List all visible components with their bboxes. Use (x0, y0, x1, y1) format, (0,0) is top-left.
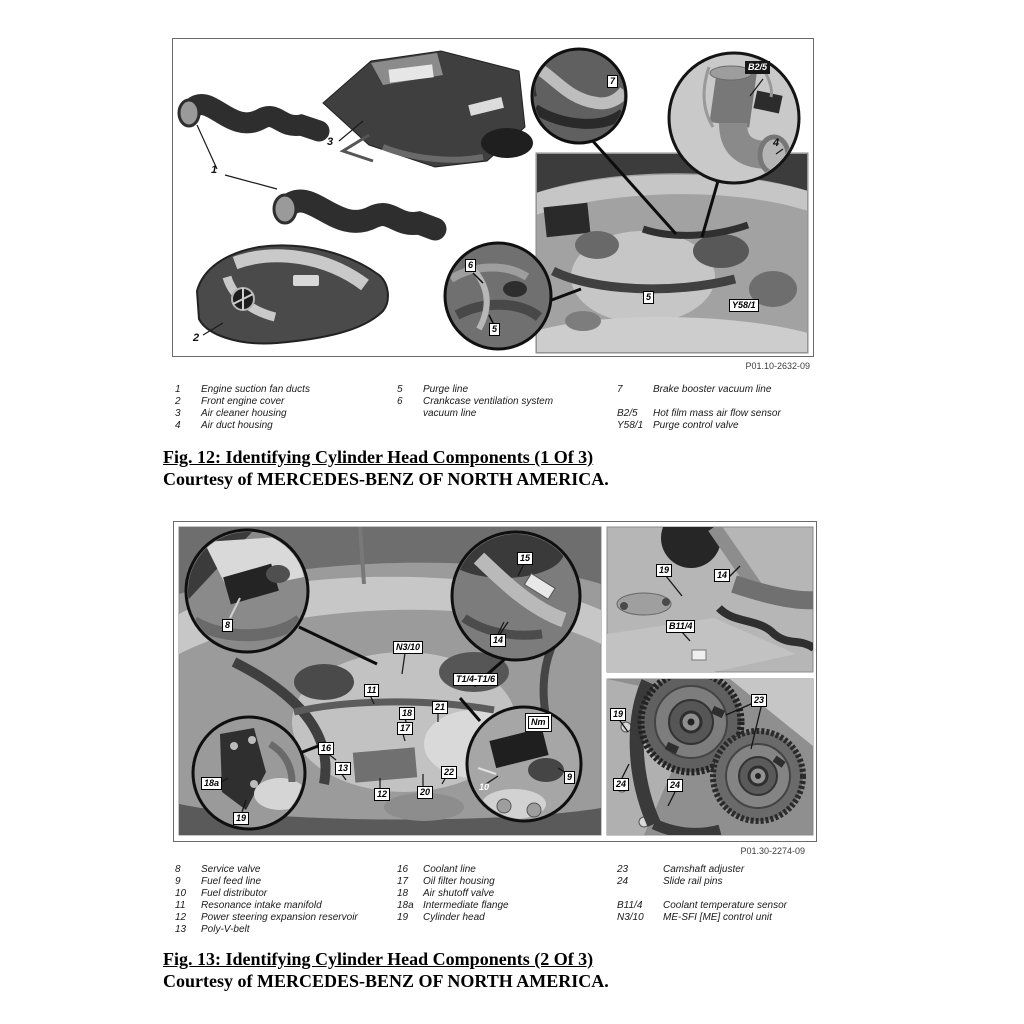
legend-row: Y58/1 Purge control valve (617, 420, 739, 431)
legend-row: 11 Resonance intake manifold (175, 900, 322, 911)
fig13-caption-courtesy: Courtesy of MERCEDES-BENZ OF NORTH AMERICA. (163, 971, 609, 991)
camshaft-gear-2 (713, 731, 803, 821)
legend-row: 3 Air cleaner housing (175, 408, 287, 419)
callout-18a: 18a (201, 777, 222, 790)
inset-circle-b25 (669, 53, 799, 183)
callout-11: 11 (364, 684, 379, 697)
callout-t1416: T1/4-T1/6 (453, 673, 498, 686)
legend-row: N3/10 ME-SFI [ME] control unit (617, 912, 772, 923)
fig12-artwork (173, 39, 813, 356)
legend-row: 5 Purge line (397, 384, 469, 395)
legend-row: 8 Service valve (175, 864, 261, 875)
legend-row: 17 Oil filter housing (397, 876, 495, 887)
fig13-caption-title: Fig. 13: Identifying Cylinder Head Components (2 Of 3) (163, 949, 594, 969)
fig12-caption (163, 446, 609, 490)
legend-row: 19 Cylinder head (397, 912, 485, 923)
callout-24b: 24 (667, 779, 683, 792)
inset-circle-18a (193, 717, 306, 829)
legend-row: 18 Air shutoff valve (397, 888, 495, 899)
callout-12: 12 (374, 788, 390, 801)
legend-row: 18a Intermediate flange (397, 900, 509, 911)
callout-9: 9 (564, 771, 575, 784)
legend-row: 2 Front engine cover (175, 396, 285, 407)
callout-21: 21 (432, 701, 448, 714)
callout-rt-19: 19 (656, 564, 672, 577)
fig12-caption-title: Fig. 12: Identifying Cylinder Head Components (1 Of 3) (163, 447, 594, 467)
callout-3: 3 (327, 136, 334, 148)
callout-23: 23 (751, 694, 767, 707)
fig12-caption-courtesy: Courtesy of MERCEDES-BENZ OF NORTH AMERICA. (163, 469, 609, 489)
inset-circle-7 (532, 49, 627, 143)
fig13-right-bottom-panel (607, 672, 813, 835)
callout-photo-5: 5 (643, 291, 654, 304)
callout-13: 13 (335, 762, 351, 775)
callout-20: 20 (417, 786, 433, 799)
fig13-right-top-panel (607, 522, 816, 672)
callout-n310: N3/10 (393, 641, 423, 654)
callout-b25: B2/5 (745, 61, 770, 74)
legend-row: 23 Camshaft adjuster (617, 864, 745, 875)
fig13-caption (163, 948, 609, 992)
callout-7: 7 (607, 75, 618, 88)
callout-1: 1 (211, 164, 218, 176)
inset-circle-8 (186, 530, 308, 652)
fig12-part-number: P01.10-2632-09 (745, 361, 810, 371)
callout-2: 2 (193, 332, 200, 344)
legend-row: 13 Poly-V-belt (175, 924, 250, 935)
engine-bay-photo (536, 153, 808, 353)
legend-row: 6 Crankcase ventilation system vacuum line (397, 396, 554, 419)
callout-17: 17 (397, 722, 413, 735)
callout-inset-6: 6 (465, 259, 476, 272)
legend-row: 9 Fuel feed line (175, 876, 262, 887)
legend-row: 7 Brake booster vacuum line (617, 384, 772, 395)
callout-24a: 24 (613, 778, 629, 791)
callout-inset-5: 5 (489, 323, 500, 336)
legend-row: B2/5 Hot film mass air flow sensor (617, 408, 781, 419)
callout-8: 8 (222, 619, 233, 632)
callout-y581: Y58/1 (729, 299, 759, 312)
inset-circle-nm (467, 707, 581, 821)
legend-row: 10 Fuel distributor (175, 888, 268, 899)
fig12-legend-col3 (617, 384, 817, 432)
fig13-part-number: P01.30-2274-09 (740, 846, 805, 856)
fig12-frame (172, 38, 814, 357)
callout-22: 22 (441, 766, 457, 779)
fig12-legend-col1 (175, 384, 390, 432)
callout-15: 15 (517, 552, 533, 565)
callout-rb-19: 19 (610, 708, 626, 721)
legend-row: 4 Air duct housing (175, 420, 273, 431)
legend-row: 12 Power steering expansion reservoir (175, 912, 358, 923)
fig13-legend-col2 (397, 864, 597, 924)
air-cleaner-housing-drawing (323, 51, 533, 167)
callout-rt-14: 14 (714, 569, 730, 582)
fig13-frame (173, 521, 817, 842)
fig13-legend-col3 (617, 864, 817, 924)
legend-row: 16 Coolant line (397, 864, 476, 875)
front-engine-cover-drawing (197, 245, 388, 343)
callout-19: 19 (233, 812, 249, 825)
callout-18: 18 (399, 707, 415, 720)
callout-10: 10 (479, 782, 490, 792)
callout-4: 4 (773, 137, 780, 149)
legend-row: 24 Slide rail pins (617, 876, 723, 887)
callout-nm: Nm (528, 716, 549, 729)
legend-row: B11/4 Coolant temperature sensor (617, 900, 787, 911)
fig13-legend-col1 (175, 864, 390, 936)
callout-14: 14 (490, 634, 506, 647)
callout-b114: B11/4 (666, 620, 695, 633)
fig12-legend-col2 (397, 384, 597, 420)
legend-row: 1 Engine suction fan ducts (175, 384, 310, 395)
callout-16: 16 (318, 742, 334, 755)
